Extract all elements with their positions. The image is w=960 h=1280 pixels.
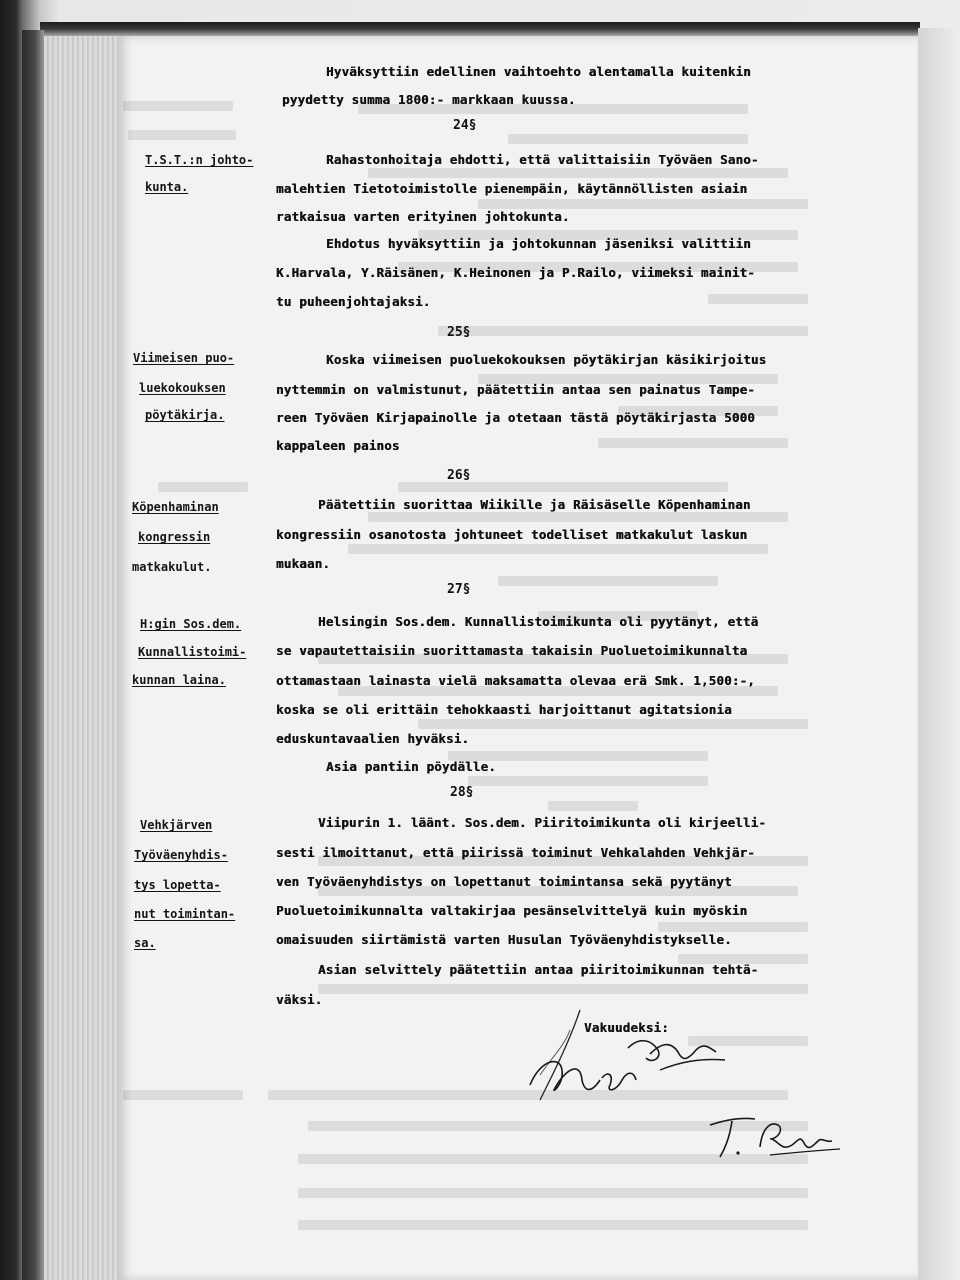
section-28-line-5: omaisuuden siirtämistä varten Husulan Työväenyhdistykselle.	[276, 932, 732, 947]
section-27-line-3: ottamastaan lainasta vielä maksamatta olevaa erä Smk. 1,500:-,	[276, 673, 755, 688]
vakuudeksi-label: Vakuudeksi:	[584, 1020, 669, 1035]
section-25-line-2: nyttemmin on valmistunut, päätettiin antaa sen painatus Tampe-	[276, 382, 755, 397]
section-27-line-4: koska se oli erittäin tehokkaasti harjoittanut agitatsionia	[276, 702, 732, 717]
section-24-line-2: malehtien Tietotoimistolle pienempäin, käytännöllisten asiain	[276, 181, 748, 196]
margin-note-26-b: kongressin	[138, 530, 211, 544]
section-number-28: 28§	[450, 785, 474, 800]
section-number-26: 26§	[447, 468, 471, 483]
section-number-27: 27§	[447, 582, 471, 597]
section-27-line-1: Helsingin Sos.dem. Kunnallistoimikunta oli pyytänyt, että	[318, 614, 759, 629]
top-line-1: Hyväksyttiin edellinen vaihtoehto alentamalla kuitenkin	[326, 64, 751, 79]
margin-note-28-e: sa.	[134, 936, 156, 950]
section-24-line-4: Ehdotus hyväksyttiin ja johtokunnan jäseniksi valittiin	[326, 236, 751, 251]
margin-note-26-a: Köpenhaminan	[132, 500, 219, 514]
margin-note-27-c: kunnan laina.	[132, 673, 226, 687]
margin-note-27-a: H:gin Sos.dem.	[140, 617, 242, 631]
margin-note-28-d: nut toimintan-	[134, 907, 236, 921]
margin-note-28-b: Työväenyhdis-	[134, 848, 228, 862]
section-number-24: 24§	[453, 118, 477, 133]
signature-2	[700, 1105, 850, 1170]
section-28-line-4: Puoluetoimikunnalta valtakirjaa pesänselvittelyä kuin myöskin	[276, 903, 748, 918]
section-28-line-7: väksi.	[276, 992, 323, 1007]
section-27-line-2: se vapautettaisiin suorittamasta takaisin Puoluetoimikunnalta	[276, 643, 748, 658]
section-24-line-3: ratkaisua varten erityinen johtokunta.	[276, 209, 570, 224]
section-25-line-4: kappaleen painos	[276, 438, 400, 453]
top-line-2: pyydetty summa 1800:- markkaan kuussa.	[282, 92, 576, 107]
signature-1	[510, 1000, 750, 1110]
section-26-line-3: mukaan.	[276, 556, 331, 571]
section-25-line-1: Koska viimeisen puoluekokouksen pöytäkirjan käsikirjoitus	[326, 352, 767, 367]
margin-note-25-c: pöytäkirja.	[145, 408, 225, 422]
section-28-line-3: ven Työväenyhdistys on lopettanut toimintansa sekä pyytänyt	[276, 874, 732, 889]
section-28-line-6: Asian selvittely päätettiin antaa piiritoimikunnan tehtä-	[318, 962, 759, 977]
margin-note-26-c: matkakulut.	[132, 560, 212, 574]
section-28-line-1: Viipurin 1. läänt. Sos.dem. Piiritoimikunta oli kirjeelli-	[318, 815, 767, 830]
margin-note-24-b: kunta.	[145, 180, 189, 194]
right-page-strip	[918, 28, 960, 1280]
margin-note-25-a: Viimeisen puo-	[133, 351, 235, 365]
section-26-line-1: Päätettiin suorittaa Wiikille ja Räisäselle Köpenhaminan	[318, 497, 751, 512]
section-number-25: 25§	[447, 325, 471, 340]
book-spine	[22, 30, 44, 1280]
section-24-line-6: tu puheenjohtajaksi.	[276, 294, 431, 309]
margin-note-28-c: tys lopetta-	[134, 878, 221, 892]
section-28-line-2: sesti ilmoittanut, että piirissä toiminut Vehkalahden Vehkjär-	[276, 845, 755, 860]
margin-note-27-b: Kunnallistoimi-	[138, 645, 247, 659]
section-27-line-6: Asia pantiin pöydälle.	[326, 759, 496, 774]
margin-note-28-a: Vehkjärven	[140, 818, 213, 832]
section-26-line-2: kongressiin osanotosta johtuneet todelliset matkakulut laskun	[276, 527, 748, 542]
section-24-line-1: Rahastonhoitaja ehdotti, että valittaisiin Työväen Sano-	[326, 152, 759, 167]
margin-note-25-b: luekokouksen	[139, 381, 226, 395]
margin-note-24-a: T.S.T.:n johto-	[145, 153, 254, 167]
section-25-line-3: reen Työväen Kirjapainolle ja otetaan tästä pöytäkirjasta 5000	[276, 410, 755, 425]
book-top-shadow	[40, 22, 920, 36]
page-edges	[44, 36, 120, 1280]
section-27-line-5: eduskuntavaalien hyväksi.	[276, 731, 470, 746]
section-24-line-5: K.Harvala, Y.Räisänen, K.Heinonen ja P.Railo, viimeksi mainit-	[276, 265, 755, 280]
